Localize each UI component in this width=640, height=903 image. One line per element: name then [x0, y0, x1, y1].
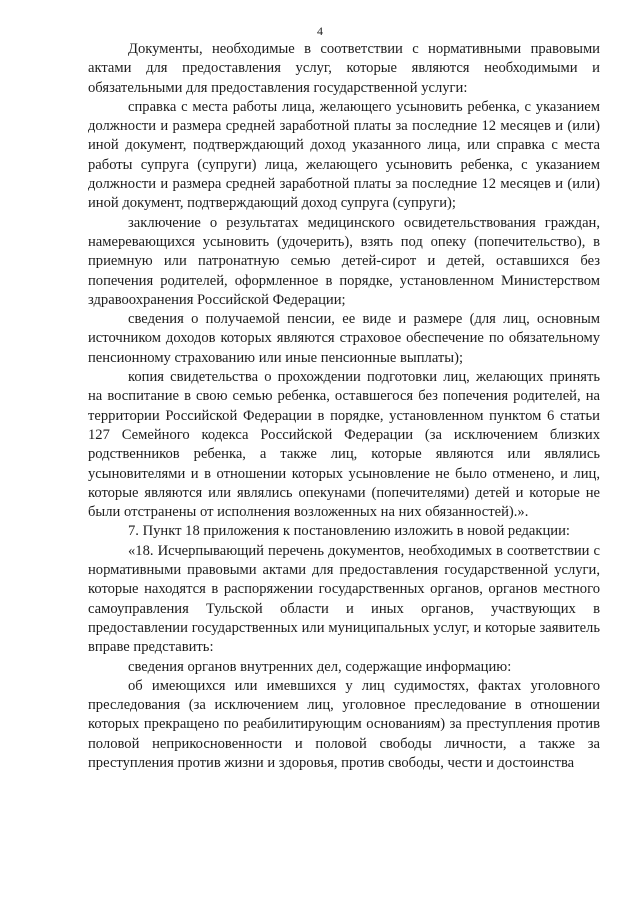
paragraph-intro: Документы, необходимые в соответствии с нормативными правовыми актами для предоставления услуг, которые являются необходимыми и обязательными для предоставления государственной услуги:	[88, 41, 600, 96]
paragraph-item-7: 7. Пункт 18 приложения к постановлению изложить в новой редакции:	[128, 523, 570, 540]
paragraph-medical-conclusion: заключение о результатах медицинского освидетельствования граждан, намеревающихся усыновить (удочерить), взять под опеку (попечительство), в приемную или патронатную семью детей-сирот и детей, оставшихся без попечения родителей, оформленное в порядке, установленном Министерством здравоохранения Российской Федерации;	[88, 214, 600, 308]
paragraph-training-certificate: копия свидетельства о прохождении подготовки лиц, желающих принять на воспитание в свою семью ребенка, оставшегося без попечения родителей, на территории Российской Федерации в порядке, установленном пунктом 6 статьи 127 Семейного кодекса Российской Федерации (за исключением близких родственников ребенка, а также лиц, которые являются или являлись усыновителями и в отношении которых усыновление не было отменено, и лиц, которые являются или являлись опекунами (попечителями) детей и которые не были отстранены от исполнения возложенных на них обязанностей).».	[88, 369, 600, 521]
paragraph-employment-certificate: справка с места работы лица, желающего усыновить ребенка, с указанием должности и размера средней заработной платы за последние 12 месяцев и (или) иной документ, подтверждающий доход указанного лица, или справка с места работы супруга (супруги) лица, желающего усыновить ребенка, с указанием должности и размера средней заработной платы за последние 12 месяцев и (или) иной документ, подтверждающий доход супруга (супруги);	[88, 98, 600, 212]
paragraph-criminal-records: об имеющихся или имевшихся у лиц судимостях, фактах уголовного преследования (за исключением лиц, уголовное преследование в отношении которых прекращено по реабилитирующим основаниям) за преступления против половой неприкосновенности и половой свободы личности, а также за преступления против жизни и здоровья, против свободы, чести и достоинства	[88, 677, 600, 771]
paragraph-pension-info: сведения о получаемой пенсии, ее виде и размере (для лиц, основным источником доходов которых являются страховое обеспечение по обязательному пенсионному страхованию или иные пенсионные выплаты);	[88, 311, 600, 366]
paragraph-item-18: «18. Исчерпывающий перечень документов, необходимых в соответствии с нормативными правовыми актами для предоставления государственной услуги, которые находятся в распоряжении государственных органов, органов местного самоуправления Тульской области и иных органов, участвующих в предоставлении государственных или муниципальных услуг, и которые заявитель вправе представить:	[88, 542, 600, 656]
page-number: 4	[317, 24, 323, 38]
paragraph-police-info: сведения органов внутренних дел, содержащие информацию:	[128, 658, 512, 675]
document-body	[88, 40, 600, 773]
